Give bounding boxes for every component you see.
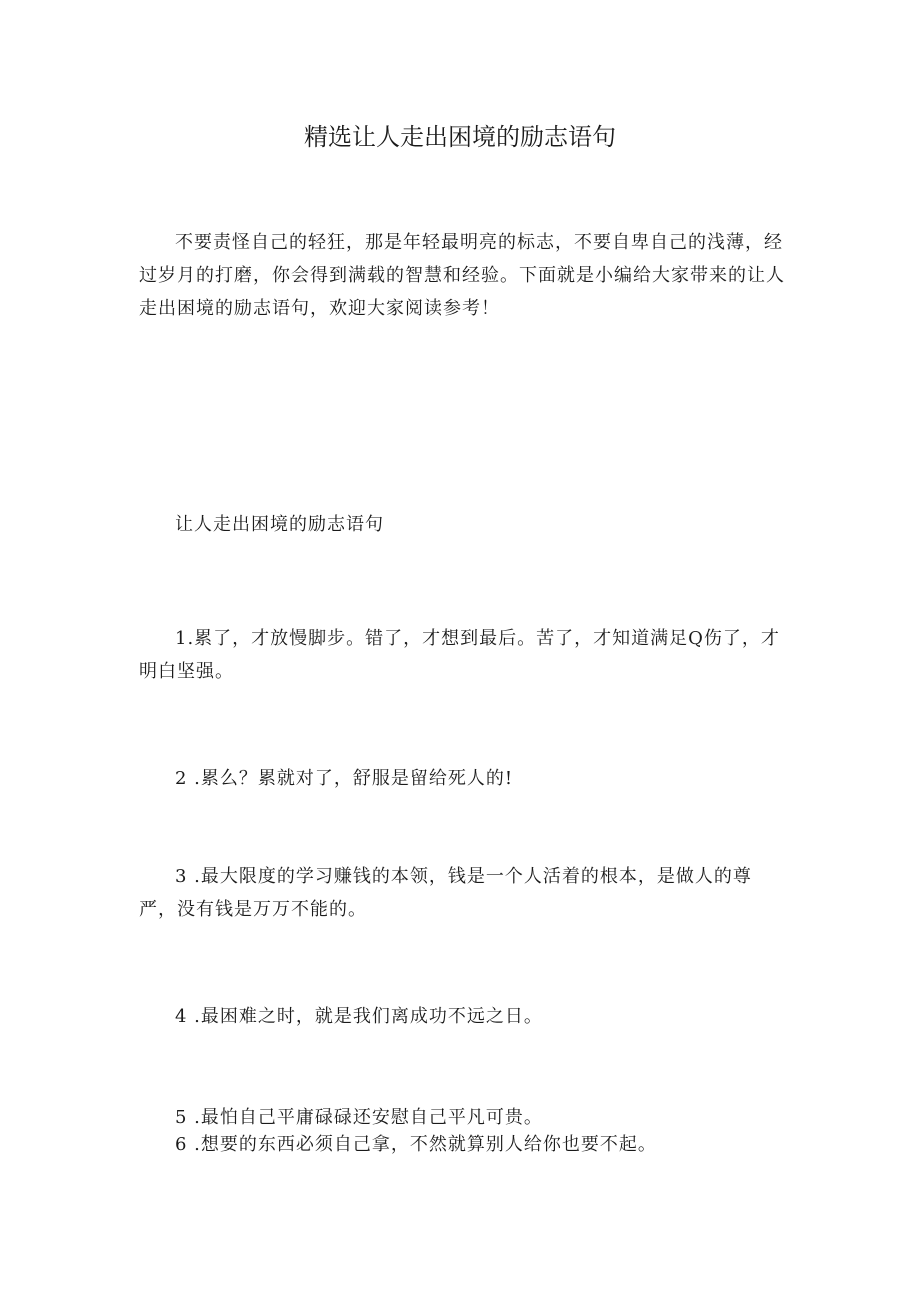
list-item-1: 1.累了，才放慢脚步。错了，才想到最后。苦了，才知道满足Q伤了，才明白坚强。 — [139, 628, 780, 682]
list-item-6: 6 .想要的东西必须自己拿，不然就算别人给你也要不起。 — [175, 1134, 657, 1155]
list-item-2: 2 .累么？累就对了，舒服是留给死人的! — [175, 768, 514, 789]
list-item-4: 4 .最困难之时，就是我们离成功不远之日。 — [175, 1006, 543, 1027]
list-item-5: 5 .最怕自己平庸碌碌还安慰自己平凡可贵。 — [175, 1107, 543, 1128]
intro-paragraph: 不要责怪自己的轻狂，那是年轻最明亮的标志，不要自卑自己的浅薄，经过岁月的打磨，你会得到满载的智慧和经验。下面就是小编给大家带来的让人走出困境的励志语句，欢迎大家阅读参考！ — [139, 232, 785, 319]
list-item-3: 3 .最大限度的学习赚钱的本领，钱是一个人活着的根本，是做人的尊严，没有钱是万万不能的。 — [139, 866, 752, 920]
section-heading: 让人走出困境的励志语句 — [175, 514, 384, 535]
list-items-5-6 — [139, 1104, 785, 1158]
document-title: 精选让人走出困境的励志语句 — [304, 123, 616, 151]
